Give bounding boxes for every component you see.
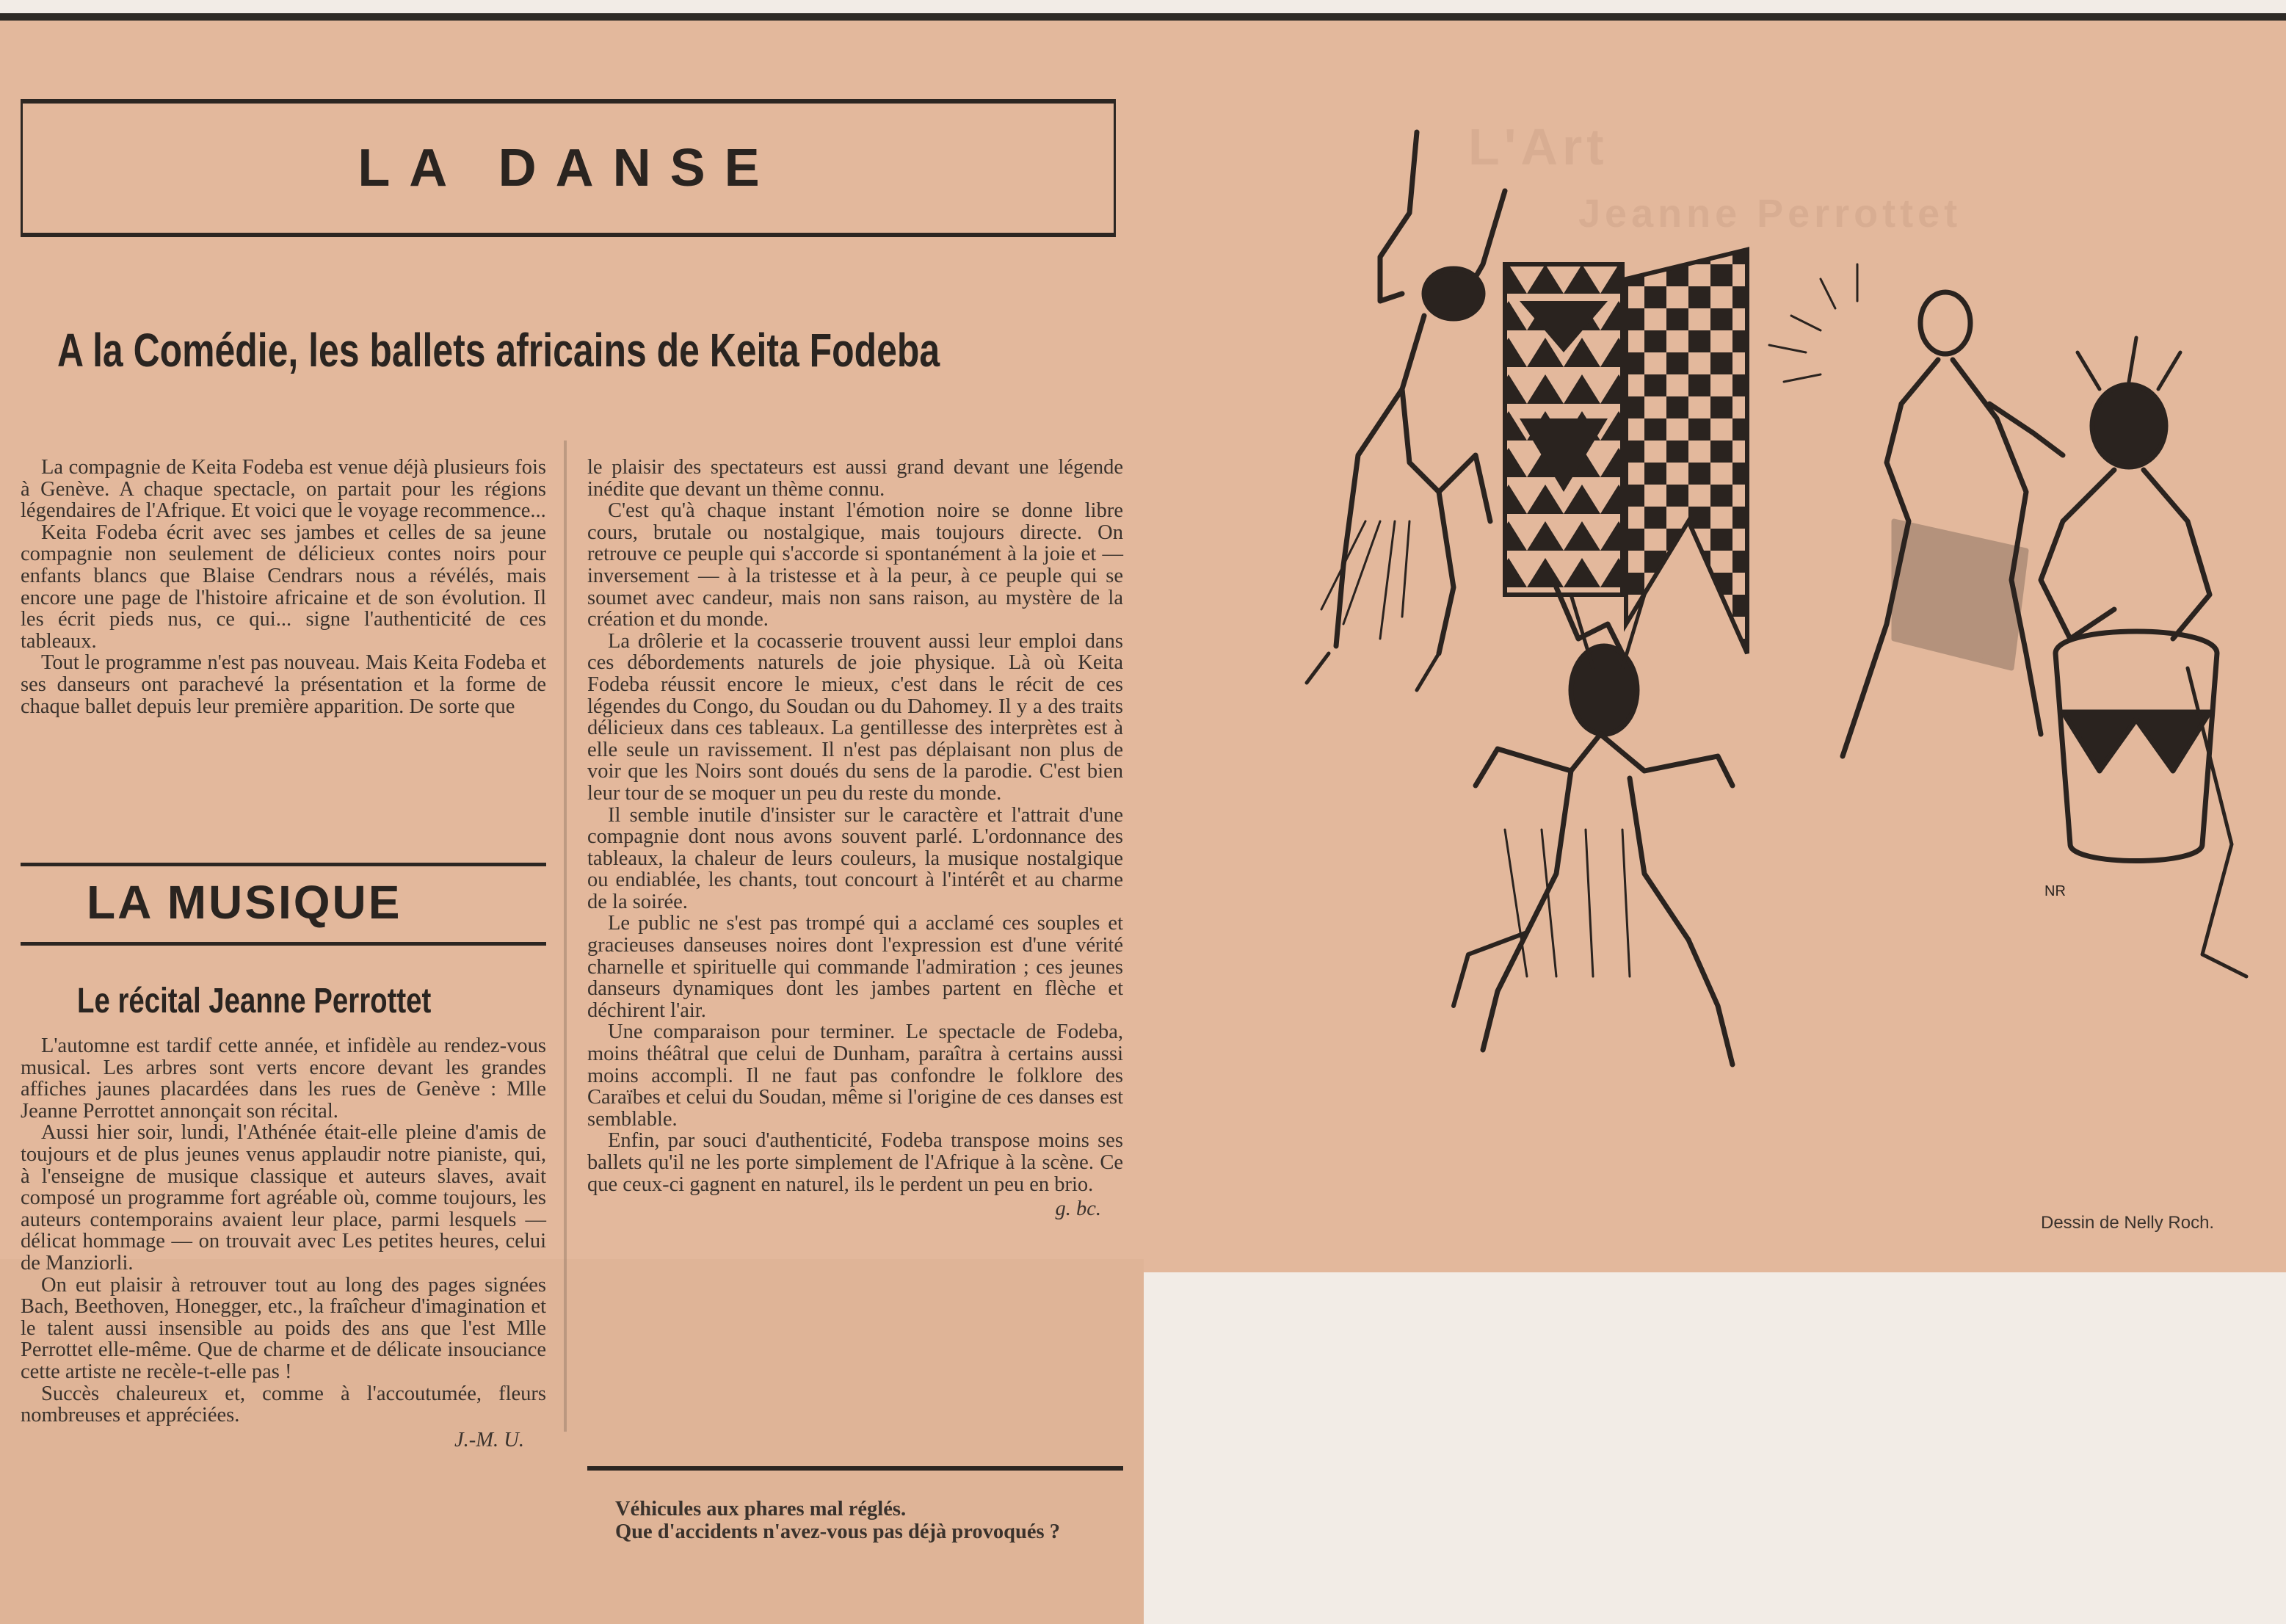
article-headline: A la Comédie, les ballets africains de Keita Fodeba xyxy=(57,324,940,377)
drummer-right xyxy=(2041,338,2246,976)
notice-line: Véhicules aux phares mal réglés. xyxy=(615,1498,907,1520)
paragraph: Enfin, par souci d'authenticité, Fodeba transpose moins ses ballets qu'il ne les porte simplement de l'Afrique à la scène. Ce que ceux-ci gagnent en naturel, ils le perdent un peu en brio. xyxy=(587,1129,1123,1196)
section-title: LA DANSE xyxy=(358,139,779,197)
paragraph: On eut plaisir à retrouver tout au long des pages signées Bach, Beethoven, Honegger, etc., la fraîcheur d'imagination et le talent aussi insensible au poids des ans que l'est Mlle Perrottet elle-même. Que de charme et de délicate insouciance cette artiste ne recèle-t-elle pas ! xyxy=(21,1273,546,1383)
article-column-2 xyxy=(587,457,1123,1220)
dancer-left xyxy=(1307,132,1505,690)
paragraph: Il semble inutile d'insister sur le caractère et l'attrait d'une compagnie dont nous avons souvent parlé. L'ordonnance des tableaux, la chaleur de leurs couleurs, la musique nostalgique ou endiablée, les chants, tout concourt à l'intérêt et au charme de la soirée. xyxy=(587,803,1123,913)
road-safety-notice xyxy=(615,1498,1129,1543)
paragraph: Le public ne s'est pas trompé qui a acclamé ces souples et gracieuses danseuses noires dont l'expression est d'une vérité charnelle et spirituelle qui commande l'admiration ; ces jeunes danseurs dynamiques dont les jambes partent en flèche et déchirent l'air. xyxy=(587,912,1123,1022)
musique-rule-bottom xyxy=(21,942,546,946)
artist-monogram: NR xyxy=(2044,883,2066,899)
backdrop-panel-left xyxy=(1505,264,1622,595)
column-divider xyxy=(564,441,567,1432)
bleed-through-text: L'Art xyxy=(1468,118,1608,175)
top-rule xyxy=(0,13,2286,21)
paragraph: Une comparaison pour terminer. Le spectacle de Fodeba, moins théâtral que celui de Dunham, paraîtra à certains aussi moins accompli. Il ne faut pas confondre le folklore des Caraïbes et celui du Soudan, même si l'origine de ces danses est semblable. xyxy=(587,1021,1123,1131)
paragraph: La drôlerie et la cocasserie trouvent aussi leur emploi dans ces débordements naturels de joie physique. Là où Keita Fodeba réussit encore le mieux, c'est dans le récit de ces légendes du Congo, du Soudan ou du Dahomey. Il y a des traits délicieux dans ces tableaux. La gentillesse des interprètes est à elle seule un ravissement. Il n'est pas déplaisant non plus de voir que les Noirs sont doués du sens de la parodie. C'est bien leur tour de se moquer un peu du reste du monde. xyxy=(587,629,1123,805)
dancer-masked-center xyxy=(1454,587,1732,1065)
paragraph: le plaisir des spectateurs est aussi grand devant une légende inédite que devant un thème connu. xyxy=(587,456,1123,501)
notice-line: Que d'accidents n'avez-vous pas déjà provoqués ? xyxy=(615,1520,1060,1543)
notice-rule xyxy=(587,1466,1123,1471)
musique-rule-top xyxy=(21,863,546,866)
backdrop-panel-right xyxy=(1626,250,1747,653)
article-headline: Le récital Jeanne Perrottet xyxy=(77,982,432,1021)
bleed-through-text: Jeanne Perrottet xyxy=(1578,192,1962,236)
illustration-credit: Dessin de Nelly Roch. xyxy=(2041,1213,2215,1233)
paragraph: La compagnie de Keita Fodeba est venue déjà plusieurs fois à Genève. A chaque spectacle, on partait pour les régions légendaires de l'Afrique. Et voici que le voyage recommence... xyxy=(21,456,546,523)
paragraph: Succès chaleureux et, comme à l'accoutumée, fleurs nombreuses et appréciées. xyxy=(21,1382,546,1427)
paragraph: L'automne est tardif cette année, et infidèle au rendez-vous musical. Les arbres sont verts encore devant les grandes affiches jaunes placardées dans les rues de Genève : Mlle Jeanne Perrottet annonçait son récital. xyxy=(21,1034,546,1123)
musique-column xyxy=(21,1035,546,1451)
article-column-1 xyxy=(21,457,546,717)
paragraph: C'est qu'à chaque instant l'émotion noire se donne libre cours, brutale ou nostalgique, mais toujours directe. On retrouve ce peuple qui s'accorde si spontanément à la joie et — inversement — à la tristesse et à la peur, à ce peuple qui se soumet avec candeur, mais non sans raison, au mystère de la création et du monde. xyxy=(587,499,1123,631)
dancers-illustration xyxy=(1160,110,2261,1153)
paragraph: Keita Fodeba écrit avec ses jambes et celles de sa jeune compagnie non seulement de délicieux contes noirs pour enfants blancs que Blaise Cendrars nous a révélés, mais encore une page de l'histoire africaine et de son évolution. Il les écrit pieds nus, ce qui... signe l'authenticité de ces tableaux. xyxy=(21,521,546,653)
dancer-right-standing xyxy=(1769,264,2063,756)
article-signature: g. bc. xyxy=(1055,1197,1101,1221)
danse-section-header xyxy=(21,99,1116,237)
paragraph: Aussi hier soir, lundi, l'Athénée était-elle pleine d'amis de toujours et de plus jeunes venus applaudir notre pianiste, qui, à l'enseigne de musique classique et auteurs slaves, avait composé un programme fort agréable où, comme toujours, les auteurs contemporains avaient leur place, parmi lesquels — délicat hommage — on trouvait avec Les petites heures, celui de Manziorli. xyxy=(21,1121,546,1275)
article-signature: J.-M. U. xyxy=(454,1428,524,1451)
section-title: LA MUSIQUE xyxy=(87,876,402,929)
paragraph: Tout le programme n'est pas nouveau. Mais Keita Fodeba et ses danseurs ont parachevé la présentation et la forme de chaque ballet depuis leur première apparition. De sorte que xyxy=(21,651,546,718)
